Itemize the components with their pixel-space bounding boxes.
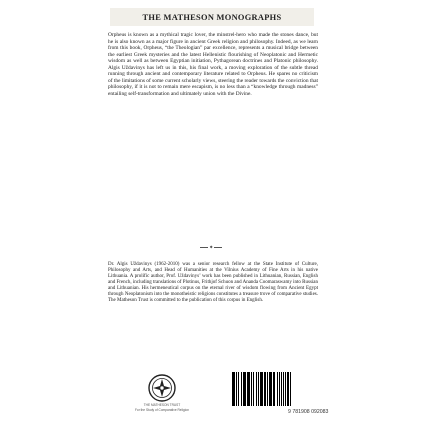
- blurb-paragraph: Orpheus is known as a mythical tragic lover, the minstrel-hero who made the stones dance, but he is also known as a major figure in ancient Greek religion and philosophy. Indeed, as we learn from this book, Orpheus, “the Theologian” par excellence, represents a musical bridge between the earliest Greek mysteries and the latest Hellenistic flourishing of Neoplatonic and Hermetic wisdom as well as between Egyptian initiation, Pythagorean doctrines and Platonic philosophy. Algis Uždavinys has left us in this, his final work, a moving exploration of the subtle thread running through ancient and contemporary literature related to Orpheus. He spares no criticism of the limitations of some current scholarly views, steering the reader towards the conviction that philosophy, if it is not to remain mere escapism, is no less than a “knowledge through madness” entailing self-transformation and ultimately union with the Divine.: [108, 32, 318, 97]
- series-title: THE MATHESON MONOGRAPHS: [142, 12, 282, 22]
- ornament-divider: [196, 244, 226, 250]
- publisher-emblem-icon: [147, 373, 177, 403]
- series-header: [110, 8, 314, 26]
- publisher-caption-line1: THE MATHESON TRUST: [143, 403, 181, 407]
- publisher-caption-line2: For the Study of Comparative Religion: [134, 407, 190, 412]
- isbn-number: 9 781908 092083: [288, 409, 329, 415]
- isbn-barcode: [232, 372, 314, 406]
- publisher-logo: [134, 373, 190, 417]
- author-bio-paragraph: Dr. Algis Uždavinys (1962-2010) was a senior research fellow at the State Institute of Culture, Philosophy and Arts, and Head of Humanities at the Vilnius Academy of Fine Arts in his native Lithuania. A prolific author, Prof. Uždavinys’ work has been published in Lithuanian, Russian, English and French, including translations of Plotinus, Frithjof Schuon and Ananda Coomaraswamy into Russian and Lithuanian. His hermeneutical corpus on the eternal river of wisdom flowing from Ancient Egypt through Neoplatonism into the monotheistic religions constitutes a treasure trove of comparative studies. The Matheson Trust is committed to the publication of this corpus in English.: [108, 262, 318, 303]
